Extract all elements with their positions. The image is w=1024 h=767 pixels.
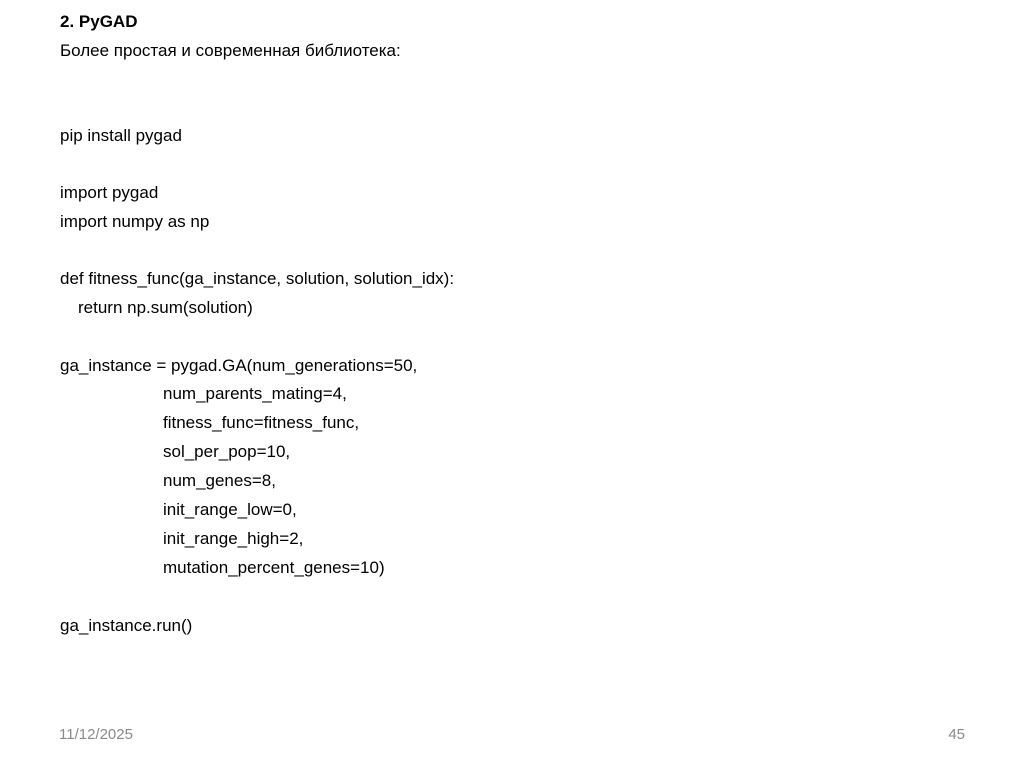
code-line-mutation: mutation_percent_genes=10) [163, 558, 385, 577]
footer-date: 11/12/2025 [59, 726, 133, 743]
code-line-def-fitness: def fitness_func(ga_instance, solution, solution_idx): [60, 269, 455, 288]
code-line-fitness-arg: fitness_func=fitness_func, [163, 413, 360, 432]
slide-subtitle: Более простая и современная библиотека: [60, 41, 401, 60]
code-line-num-parents: num_parents_mating=4, [163, 384, 347, 403]
code-line-sol-per-pop: sol_per_pop=10, [163, 442, 291, 461]
code-line-install: pip install pygad [60, 126, 182, 145]
slide-heading: 2. PyGAD [60, 12, 138, 31]
code-line-return: return np.sum(solution) [78, 298, 253, 317]
code-line-import-pygad: import pygad [60, 183, 159, 202]
code-line-num-genes: num_genes=8, [163, 471, 276, 490]
code-line-run: ga_instance.run() [60, 616, 193, 635]
code-line-ga-instance: ga_instance = pygad.GA(num_generations=50, [60, 356, 418, 375]
code-line-init-high: init_range_high=2, [163, 529, 304, 548]
footer-page-number: 45 [948, 726, 965, 743]
code-line-import-numpy: import numpy as np [60, 212, 210, 231]
code-line-init-low: init_range_low=0, [163, 500, 297, 519]
